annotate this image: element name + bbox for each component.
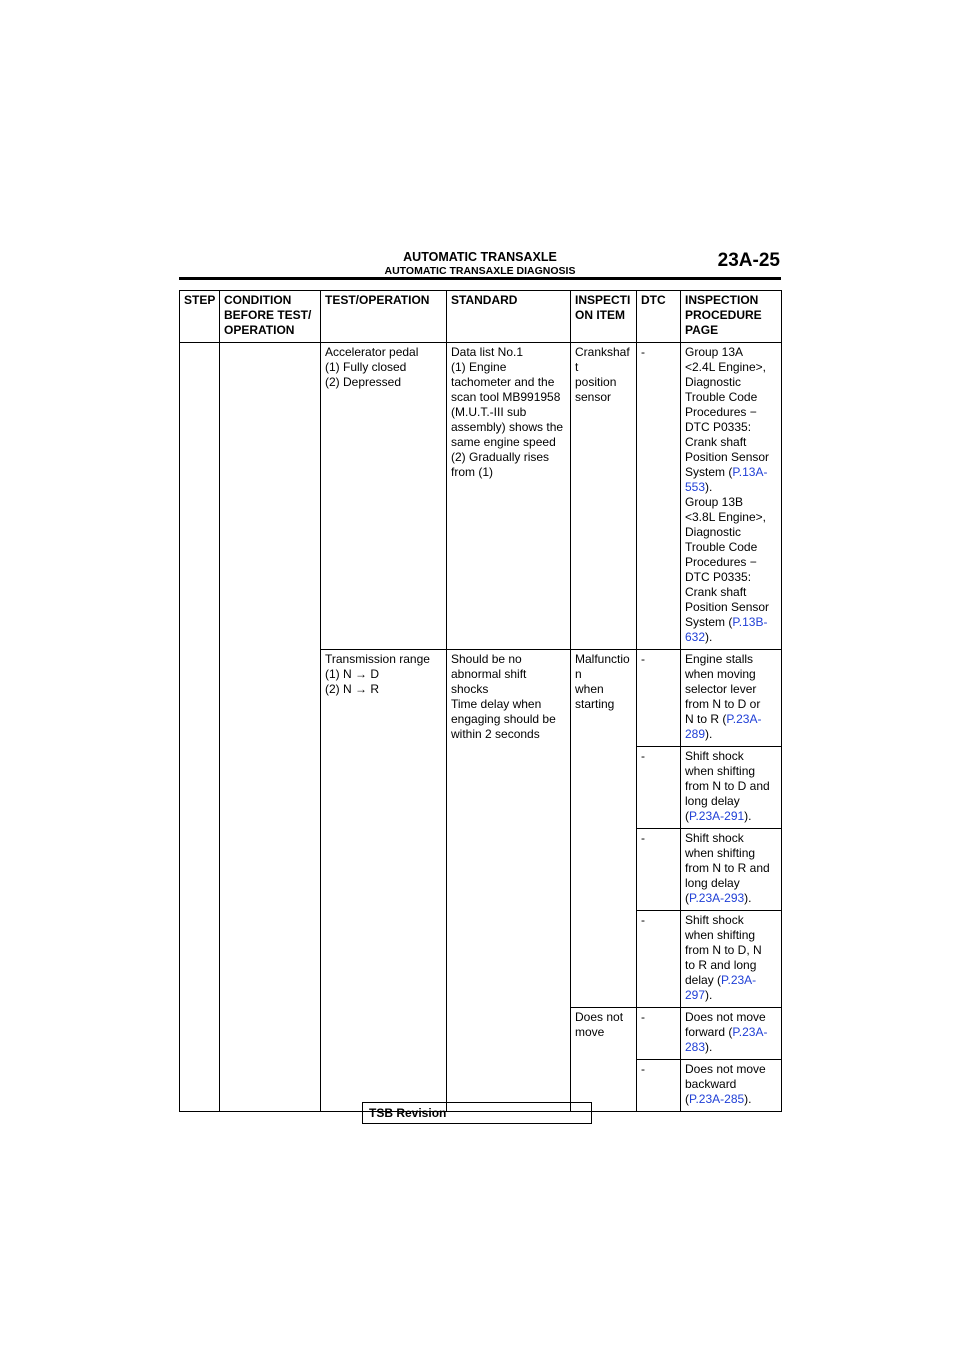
page-link[interactable]: P.23A-291	[689, 809, 745, 823]
procedure-cell: Does not move backward (P.23A-285).	[681, 1060, 782, 1112]
step-cell	[180, 343, 220, 1112]
item-cell: Malfunction when starting	[571, 650, 637, 1008]
page-link[interactable]: P.23A- 289	[685, 712, 762, 741]
test-cell: Transmission range (1) N → D (2) N → R	[321, 650, 447, 1112]
procedure-cell: Shift shock when shifting from N to R and long delay (P.23A-293).	[681, 829, 782, 911]
item-cell: Does not move	[571, 1008, 637, 1112]
condition-cell	[220, 343, 321, 1112]
col-header-standard: STANDARD	[447, 291, 571, 343]
page-link[interactable]: P.23A- 283	[685, 1025, 768, 1054]
page-link[interactable]: P.23A- 297	[685, 973, 757, 1002]
dtc-cell: -	[637, 1060, 681, 1112]
page-link[interactable]: P.23A-293	[689, 891, 745, 905]
tsb-revision-box: TSB Revision	[362, 1102, 592, 1124]
col-header-item: INSPECTI ON ITEM	[571, 291, 637, 343]
test-cell: Accelerator pedal (1) Fully closed (2) Depressed	[321, 343, 447, 650]
page-number: 23A-25	[717, 250, 780, 271]
col-header-procedure: INSPECTION PROCEDURE PAGE	[681, 291, 782, 343]
dtc-cell: -	[637, 747, 681, 829]
section-subtitle: AUTOMATIC TRANSAXLE DIAGNOSIS	[384, 265, 576, 277]
procedure-cell: Engine stalls when moving selector lever from N to D or N to R (P.23A- 289).	[681, 650, 782, 747]
dtc-cell: -	[637, 343, 681, 650]
dtc-cell: -	[637, 1008, 681, 1060]
page-link[interactable]: P.23A-285	[689, 1092, 745, 1106]
procedure-cell: Group 13A <2.4L Engine>, Diagnostic Trouble Code Procedures − DTC P0335: Crank shaft Position Sensor System (P.13A- 553). Group 13B <3.8L Engine>, Diagnostic Trouble Code Procedures − DTC P0335: Crank shaft Position Sensor System (P.13B- 632).	[681, 343, 782, 650]
col-header-dtc: DTC	[637, 291, 681, 343]
standard-cell: Data list No.1 (1) Engine tachometer and the scan tool MB991958 (M.U.T.-III sub assembly) shows the same engine speed (2) Gradually rises from (1)	[447, 343, 571, 650]
page-link[interactable]: P.13B- 632	[685, 615, 768, 644]
dtc-cell: -	[637, 911, 681, 1008]
page-link[interactable]: P.13A- 553	[685, 465, 768, 494]
col-header-step: STEP	[180, 291, 220, 343]
header-rule	[179, 277, 781, 280]
procedure-cell: Shift shock when shifting from N to D, N to R and long delay (P.23A- 297).	[681, 911, 782, 1008]
procedure-cell: Shift shock when shifting from N to D and long delay (P.23A-291).	[681, 747, 782, 829]
diagnosis-table	[179, 290, 782, 1112]
table-row	[180, 343, 782, 650]
table-header-row	[180, 291, 782, 343]
dtc-cell: -	[637, 650, 681, 747]
section-title: AUTOMATIC TRANSAXLE	[403, 250, 557, 264]
procedure-cell: Does not move forward (P.23A- 283).	[681, 1008, 782, 1060]
dtc-cell: -	[637, 829, 681, 911]
col-header-condition: CONDITION BEFORE TEST/ OPERATION	[220, 291, 321, 343]
item-cell: Crankshaft position sensor	[571, 343, 637, 650]
standard-cell: Should be no abnormal shift shocks Time delay when engaging should be within 2 seconds	[447, 650, 571, 1112]
col-header-test: TEST/OPERATION	[321, 291, 447, 343]
